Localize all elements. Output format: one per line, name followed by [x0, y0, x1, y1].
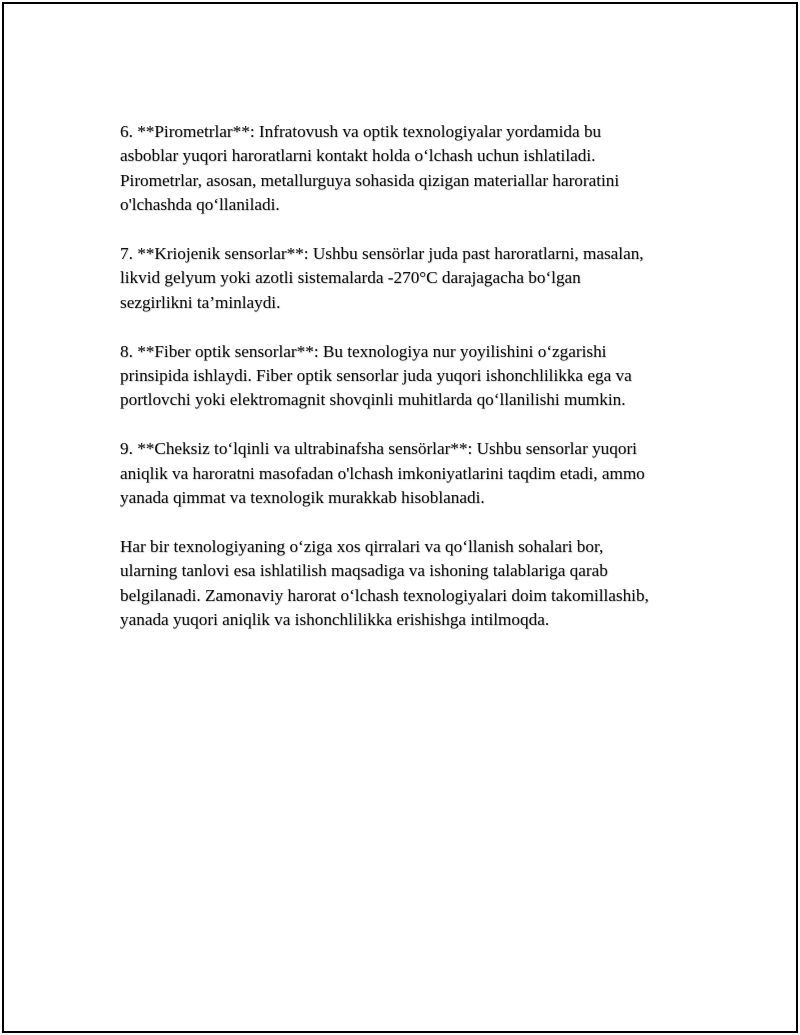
text-line: Har bir texnologiyaning o‘ziga xos qirralari va qo‘llanish sohalari bor, — [120, 536, 604, 556]
text-line: sezgirlikni ta’minlaydi. — [120, 292, 281, 312]
text-line: 9. **Cheksiz to‘lqinli va ultrabinafsha sensörlar**: Ushbu sensorlar yuqori — [120, 439, 637, 459]
text-line: yanada qimmat va texnologik murakkab hisoblanadi. — [120, 488, 485, 508]
text-line: 7. **Kriojenik sensorlar**: Ushbu sensörlar juda past haroratlarni, masalan, — [120, 244, 644, 264]
text-line: prinsipida ishlaydi. Fiber optik sensorlar juda yuqori ishonchlilikka ega va — [120, 366, 632, 386]
paragraph-cryogenic-sensors — [120, 242, 700, 315]
paragraph-fiber-optic-sensors — [120, 340, 700, 413]
text-line: portlovchi yoki elektromagnit shovqinli muhitlarda qo‘llanilishi mumkin. — [120, 390, 626, 410]
page-frame — [2, 2, 798, 1033]
text-line: yanada yuqori aniqlik va ishonchlilikka erishishga intilmoqda. — [120, 610, 550, 630]
document-body — [120, 120, 700, 657]
text-line: belgilanadi. Zamonaviy harorat o‘lchash texnologiyalari doim takomillashib, — [120, 585, 649, 605]
text-line: asboblar yuqori haroratlarni kontakt holda o‘lchash uchun ishlatiladi. — [120, 146, 596, 166]
text-line: likvid gelyum yoki azotli sistemalarda -270°C darajagacha bo‘lgan — [120, 268, 581, 288]
text-line: 8. **Fiber optik sensorlar**: Bu texnologiya nur yoyilishini o‘zgarishi — [120, 341, 607, 361]
paragraph-pyrometers — [120, 120, 700, 218]
text-line: Pirometrlar, asosan, metallurguya sohasida qizigan materiallar haroratini — [120, 170, 620, 190]
text-line: aniqlik va haroratni masofadan o'lchash imkoniyatlarini taqdim etadi, ammo — [120, 463, 645, 483]
text-line: ularning tanlovi esa ishlatilish maqsadiga va ishoning talablariga qarab — [120, 561, 608, 581]
paragraph-infinite-wave-uv-sensors — [120, 437, 700, 510]
text-line: o'lchashda qo‘llaniladi. — [120, 195, 280, 215]
paragraph-conclusion — [120, 535, 700, 633]
text-line: 6. **Pirometrlar**: Infratovush va optik texnologiyalar yordamida bu — [120, 122, 602, 141]
